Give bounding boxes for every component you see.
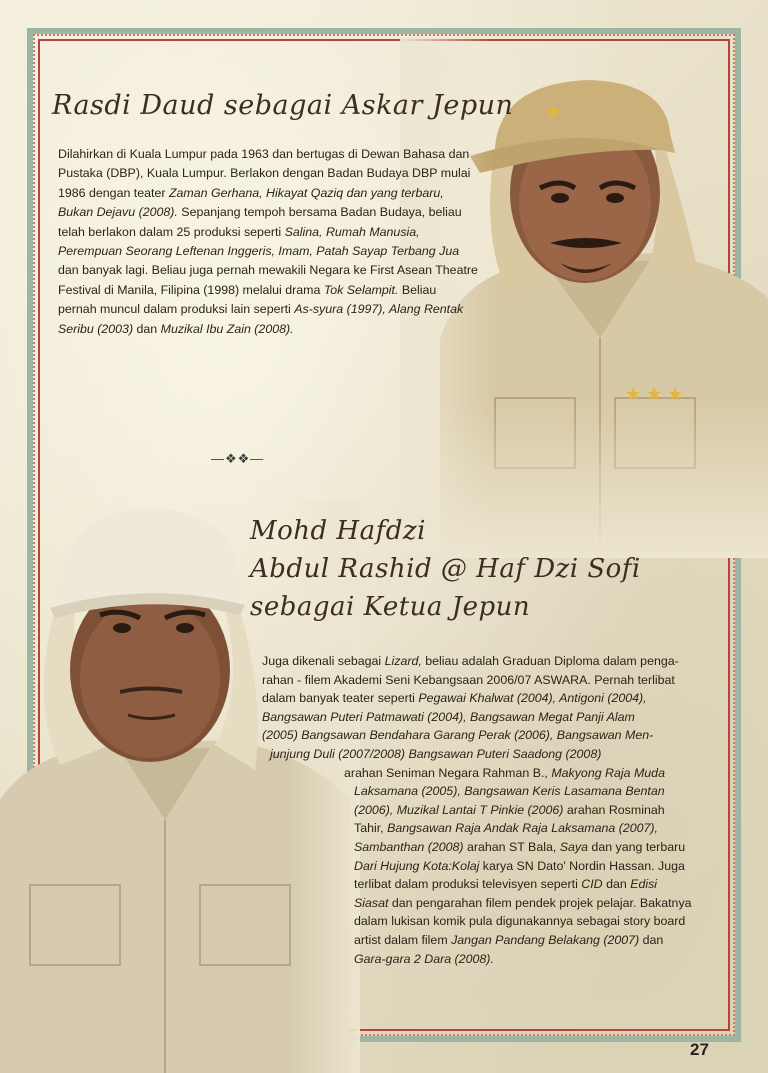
body-text: dan pengarahan filem pendek projek pelajar. Bakatnya [388,895,692,910]
article-2-line [262,857,708,876]
article-2-line [262,950,708,969]
italic-title-text: Gara-gara 2 Dara (2008). [354,951,494,966]
italic-title-text: Dari Hujung Kota:Kolaj [354,858,480,873]
body-text: Beliau pernah muncul dalam produksi lain seperti [58,282,437,317]
italic-title-text: CID [581,877,603,892]
italic-title-text: Lizard, [384,654,422,668]
article-2-line [262,801,708,820]
article-2-line [262,931,708,950]
article-2-line [262,819,708,838]
article-2-line [262,708,708,727]
italic-title-text: Jangan Pandang Belakang (2007) [451,932,640,947]
article-1-body [58,145,478,339]
article-1-title: Rasdi Daud sebagai Askar Jepun [52,90,514,121]
body-text: Juga dikenali sebagai [262,654,385,668]
body-text: karya SN Dato' Nordin Hassan. Juga [479,858,685,873]
italic-title-text: (2006), Muzikal Lantai T Pinkie (2006) [354,802,564,817]
body-text: dan yang terbaru [587,839,686,854]
article-2-line [262,764,708,783]
italic-title-text: Zaman Gerhana, Hikayat Qaziq dan yang terbaru, Bukan Dejavu (2008). [58,185,444,220]
body-text: terlibat dalam produksi televisyen seperti [354,877,582,892]
article-2-line [262,745,708,764]
article-2-line [262,894,708,913]
article-2-title [250,512,670,626]
italic-title-text: Edisi [630,877,658,892]
body-text: dalam banyak teater seperti [262,691,419,706]
article-2-line [262,671,708,690]
body-text: dan [639,932,664,947]
italic-title-text: Salina, Rumah Manusia, Perempuan Seorang Leftenan Inggeris, Imam, Patah Sayap Terbang Jua [58,224,460,259]
article-2-line [262,838,708,857]
body-text: dalam lukisan komik pula digunakannya sebagai story board [354,914,686,929]
body-text: Sepanjang tempoh bersama Badan Budaya, beliau telah berlakon dalam 25 produksi seperti [58,205,462,239]
article-2-line [262,912,708,931]
section-divider-ornament: —❖❖— [211,451,265,466]
body-text: dan banyak lagi. Beliau juga pernah mewakili Negara ke First Asean Theatre Festival di Manila, Filipina (1998) melalui drama [58,263,478,297]
article-2-line [262,875,708,894]
body-text: beliau adalah Graduan Diploma dalam penga- [421,654,679,668]
italic-title-text: junjung Duli (2007/2008) Bangsawan Puteri Saadong (2008) [270,746,602,761]
body-text: arahan Seniman Negara Rahman B., [344,765,552,780]
body-text: arahan ST Bala, [463,839,560,854]
italic-title-text: Siasat [354,895,389,910]
italic-title-text: Bangsawan Puteri Patmawati (2004), Bangsawan Megat Panji Alam [262,709,635,724]
article-2-body [262,652,708,968]
italic-title-text: Saya [559,839,588,854]
article-2-line [262,726,708,745]
article-2-line [262,782,708,801]
italic-title-text: Bangsawan Raja Andak Raja Laksamana (2007), [387,821,658,836]
italic-title-text: Sambanthan (2008) [354,839,464,854]
body-text: arahan Rosminah [563,802,665,817]
italic-title-text: As-syura (1997), Alang Rentak Seribu (2003) [58,302,464,336]
body-text: dan [133,321,161,336]
article-2-title-line: Abdul Rashid @ Haf Dzi Sofi [250,554,641,584]
page-number: 27 [690,1040,709,1059]
body-text: Tahir, [354,821,388,836]
italic-title-text: Laksamana (2005), Bangsawan Keris Lasamana Bentan [354,784,665,799]
article-2-title-line: Mohd Hafdzi [250,516,426,546]
italic-title-text: Tok Selampit. [323,282,399,297]
article-2-line [262,652,708,671]
article-2-line [262,689,708,708]
body-text: dan [602,877,631,892]
italic-title-text: Pegawai Khalwat (2004), Antigoni (2004), [418,691,647,706]
body-text: Dilahirkan di Kuala Lumpur pada 1963 dan bertugas di Dewan Bahasa dan Pustaka (DBP), Kuala Lumpur. Berlakon dengan Badan Budaya DBP mulai 1986 dengan teater [58,147,471,200]
body-text: artist dalam filem [354,932,452,947]
italic-title-text: Makyong Raja Muda [551,765,665,780]
italic-title-text: Muzikal Ibu Zain (2008). [160,321,294,336]
italic-title-text: (2005) Bangsawan Bendahara Garang Perak (2006), Bangsawan Men- [262,728,654,743]
article-2-title-line: sebagai Ketua Jepun [250,592,531,622]
body-text: rahan - filem Akademi Seni Kebangsaan 2006/07 ASWARA. Pernah terlibat [262,672,675,687]
